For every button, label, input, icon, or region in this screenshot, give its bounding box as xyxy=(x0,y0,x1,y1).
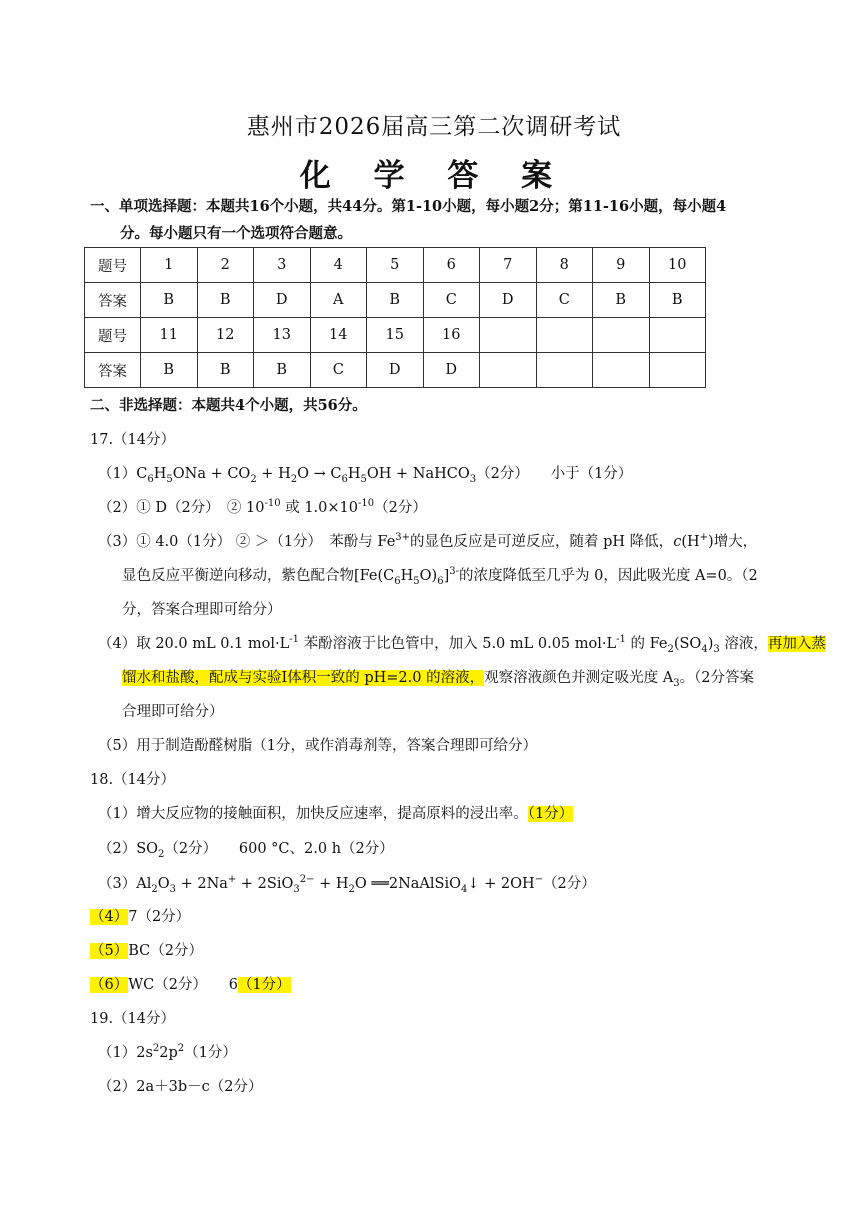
question-number-cell: 15 xyxy=(367,318,424,353)
question-number-cell: 4 xyxy=(310,248,367,283)
answer-cell: B xyxy=(367,283,424,318)
q18-part1: （1）增大反应物的接触面积，加快反应速率，提高原料的浸出率。（1分） xyxy=(98,806,574,822)
answer-cell: B xyxy=(197,283,254,318)
question-number-cell xyxy=(480,318,537,353)
question-number-row xyxy=(85,248,706,283)
q17-part4-line1: （4）取 20.0 mL 0.1 $mol\cdot L^{-1}$ 苯酚溶液于比色管中，加入 5.0 mL 0.05 $mol\cdot L^{-1}$ 的 $Fe_2(SO_4)_3$ 溶液，再加入蒸 xyxy=(98,634,826,655)
question-number-cell: 12 xyxy=(197,318,254,353)
question-number-cell xyxy=(536,318,593,353)
section2-heading: 二、非选择题：本题共4个小题，共56分。 xyxy=(90,397,367,414)
question-number-cell: 10 xyxy=(649,248,706,283)
answer-cell: C xyxy=(423,283,480,318)
q19-part1: $(1)2s^22p^2(1$分） xyxy=(98,1043,237,1061)
question-number-cell: 13 xyxy=(254,318,311,353)
page-subtitle: 化 学 答 案 xyxy=(299,158,569,194)
q18-part4: （4）7（2分） xyxy=(90,909,191,925)
answer-cell xyxy=(480,353,537,388)
q17-part1: $(1)C_6H_5ONa + CO_2 + H_2O \to C_6H_5OH$ + NaHCO$_3$（2分） 小于（1分） xyxy=(98,466,633,485)
answer-cell: B xyxy=(593,283,650,318)
answer-cell xyxy=(536,353,593,388)
q18-part2: $(2)SO_2(2$分） 600 °C、2.0 h（2分） xyxy=(98,841,394,860)
q19-heading: 19.（14分） xyxy=(90,1011,176,1027)
q17-part5: （5）用于制造酚醛树脂（1分，或作消毒剂等，答案合理即可给分） xyxy=(98,738,537,754)
question-number-cell: 16 xyxy=(423,318,480,353)
answer-cell: D xyxy=(480,283,537,318)
q17-part4-line2: 馏水和盐酸，配成与实验I体积一致的 pH=2.0 的溶液，观察溶液颜色并测定吸光度 $A_3$。（2分答案 xyxy=(122,670,755,689)
question-number-cell: 11 xyxy=(141,318,198,353)
answer-label-cell: 答案 xyxy=(85,353,141,388)
answer-cell: D xyxy=(254,283,311,318)
q17-part3-line2: 显色反应平衡逆向移动，紫色配合物$[Fe(C_6H_5O)_6]^{3-}$的浓度降低至几乎为 0，因此吸光度 A=0。（2 xyxy=(122,566,758,587)
question-label-cell: 题号 xyxy=(85,248,141,283)
answer-cell: B xyxy=(649,283,706,318)
question-label-cell: 题号 xyxy=(85,318,141,353)
question-number-cell: 5 xyxy=(367,248,424,283)
q18-heading: 18.（14分） xyxy=(90,772,176,788)
answer-cell: C xyxy=(310,353,367,388)
answer-cell: B xyxy=(197,353,254,388)
answer-row xyxy=(85,283,706,318)
q19-part2: （2）2a＋3b－c（2分） xyxy=(98,1079,263,1095)
section1-line1: 一、单项选择题：本题共16个小题，共44分。第1-10小题，每小题2分；第11-16小题，每小题4 xyxy=(90,198,727,215)
answer-cell: D xyxy=(367,353,424,388)
answer-cell: B xyxy=(254,353,311,388)
question-number-cell: 2 xyxy=(197,248,254,283)
page-title: 惠州市2026届高三第二次调研考试 xyxy=(246,114,622,140)
question-number-cell: 9 xyxy=(593,248,650,283)
answer-cell: C xyxy=(536,283,593,318)
answer-cell: B xyxy=(141,283,198,318)
question-number-cell xyxy=(593,318,650,353)
answer-cell: D xyxy=(423,353,480,388)
question-number-cell: 14 xyxy=(310,318,367,353)
question-number-cell: 7 xyxy=(480,248,537,283)
question-number-cell: 3 xyxy=(254,248,311,283)
answer-table xyxy=(84,247,706,388)
section1-line2: 分。每小题只有一个选项符合题意。 xyxy=(120,225,352,242)
answer-label-cell: 答案 xyxy=(85,283,141,318)
q17-part4-line3: 合理即可给分） xyxy=(122,704,224,720)
q18-part6: （6）WC（2分） 6（1分） xyxy=(90,977,291,993)
q18-part3: $(3)Al_2O_3 + 2Na^+ + 2SiO_3^{2-} + H_2O$ ══2NaAlSiO$_4$↓ + 2OH−（2分） xyxy=(98,874,596,895)
q18-part5: （5）BC（2分） xyxy=(90,943,203,959)
answer-cell: B xyxy=(141,353,198,388)
answer-cell xyxy=(593,353,650,388)
q17-part3-line3: 分，答案合理即可给分） xyxy=(122,602,282,618)
question-number-cell: 1 xyxy=(141,248,198,283)
question-number-row xyxy=(85,318,706,353)
answer-cell xyxy=(649,353,706,388)
answer-cell: A xyxy=(310,283,367,318)
question-number-cell: 6 xyxy=(423,248,480,283)
question-number-cell: 8 xyxy=(536,248,593,283)
question-number-cell xyxy=(649,318,706,353)
q17-heading: 17.（14分） xyxy=(90,432,176,448)
answer-row xyxy=(85,353,706,388)
q17-part2: （2）① D（2分） ② $10^{-10}$ 或 $1.0\times 10^{-10}(2$分） xyxy=(98,498,427,516)
q17-part3-line1: （3）① 4.0（1分） ② ＞（1分） 苯酚与 $Fe^{3+}$的显色反应是可逆反应，随着 pH 降低，c(H+)增大， xyxy=(98,532,758,550)
